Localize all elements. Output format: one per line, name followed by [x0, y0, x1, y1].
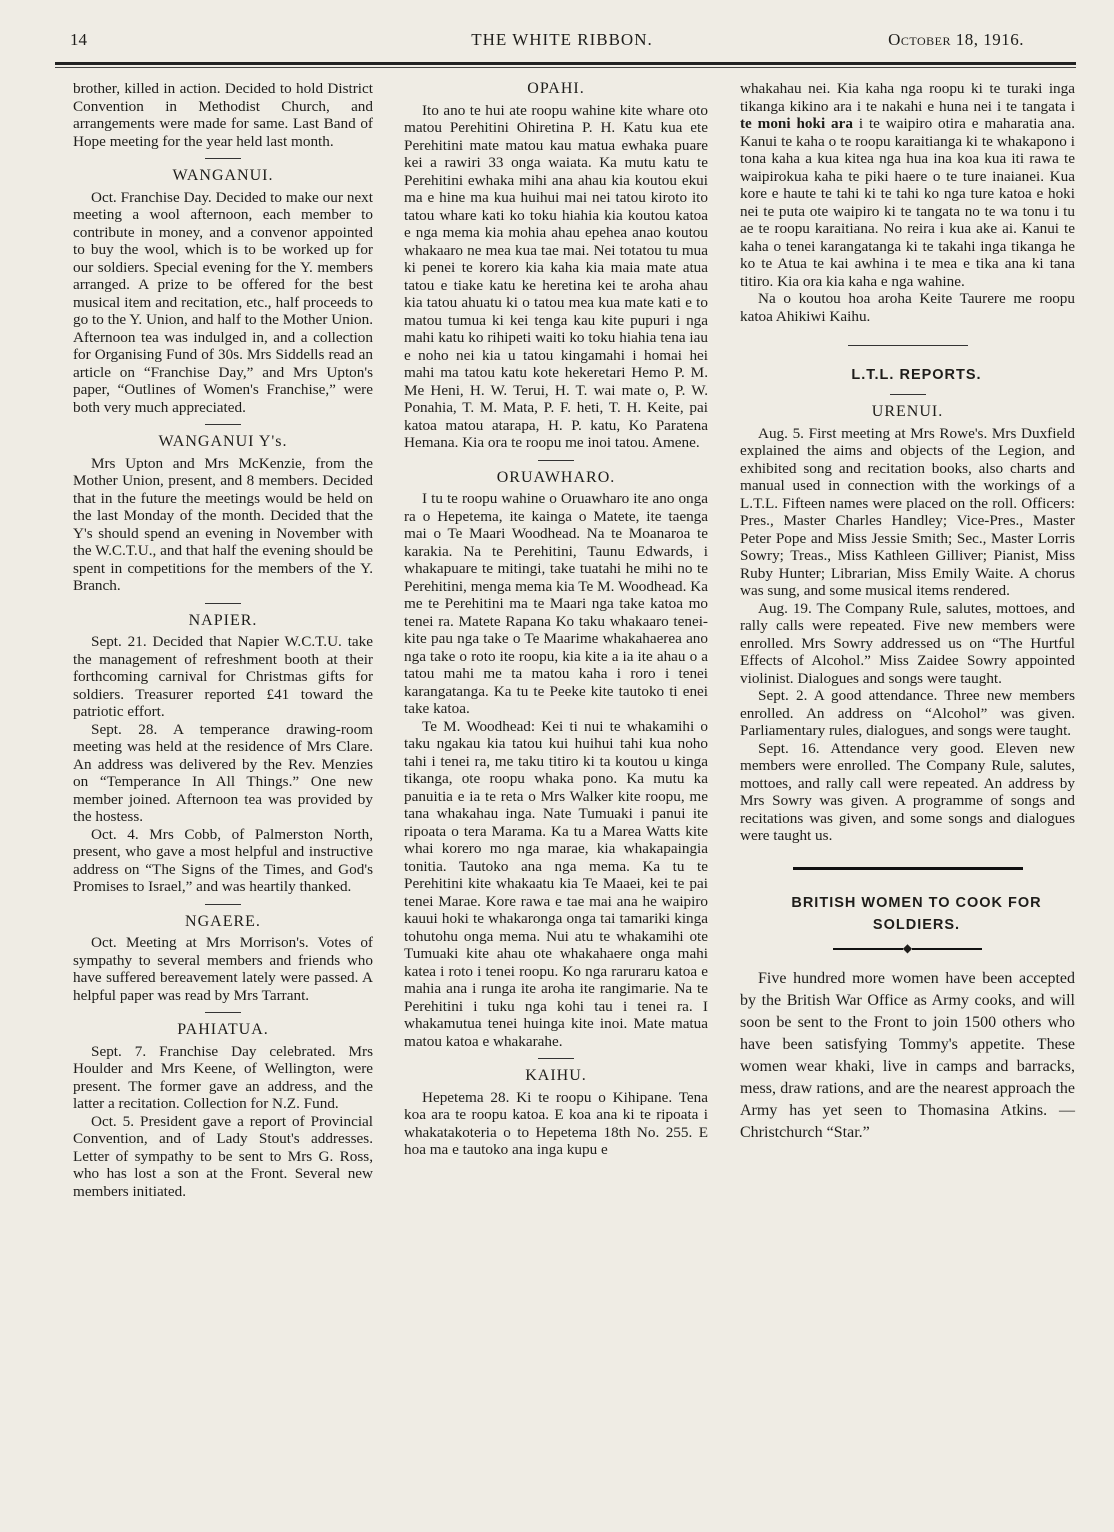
oruawharo-paragraph-1: I tu te roopu wahine o Oruawharo ite ano onga ra o Hepetema, ite kainga o Matete, ite taenga mai o Te Maari Woodhead. Na te Moanaroa te karakia. Na te Perehitini, Taunu Edwards, i whakapuare te mitingi, take tuatahi he mihi no te Perehitini, menga mema kia Te M. Woodhead. Ka me te Perehitini ma te Maari nga take katoa mo tenei ra. Matete Rapana Ko taku whakaaro tenei-kite pau nga take o Te Maarime whakahaerea ano nga take o roto ite roopu, kia kite a ia ite ahau o a tatou mahi me ta matou kaha i roro i tenei karangatanga. Ka tu te Peeke kite tautoko ti enei take katoa. — [404, 490, 708, 717]
urenui-paragraph-3: Sept. 2. A good attendance. Three new members enrolled. An address on “Alcohol” was given. Parliamentary rules, dialogues, and songs were taught. — [740, 687, 1075, 739]
heading-british-women-line1: BRITISH WOMEN TO COOK FOR — [791, 894, 1042, 911]
napier-paragraph-1: Sept. 21. Decided that Napier W.C.T.U. take the management of refreshment booth at their forthcoming carnival for Christmas gifts for soldiers. Treasurer reported £41 toward the patriotic effort. — [73, 633, 373, 720]
kaihu-continued-text-b: i te waipiro otira e maharatia ana. Kanui te kaha o te roopu karaitianga ki te whakapono i tona kaha a kua kitea nga hua ina koa kua iti rawa te waipirokua kaha te piki haere o te ture inaianei. Kua kore e haute te tahi ki te tahi ko nga ture katoa e hoki nei te puta ote waipiro ki te tangata no te wa tonu i tu ae te roopu karaitiana. No reira i kua ake ai. Kanui te kaha o tenei karangatanga ki te takahi inga tikanga he ko te Atua te kai awhina i te mea e tika ana ki tana titiro. Kia ora kia kaha e nga wahine. — [740, 115, 1075, 290]
column-middle — [404, 80, 708, 1159]
column-left — [73, 80, 373, 1200]
divider — [205, 904, 241, 905]
divider — [890, 394, 926, 395]
heading-oruawharo: ORUAWHARO. — [496, 468, 616, 486]
section-rule — [793, 867, 1023, 870]
heading-ltl-reports: L.T.L. REPORTS. — [851, 367, 982, 383]
header-rule — [55, 62, 1076, 65]
divider — [538, 1058, 574, 1059]
column-right — [740, 80, 1075, 1144]
heading-napier: NAPIER. — [188, 611, 258, 629]
opahi-paragraph: Ito ano te hui ate roopu wahine kite whare oto matou Perehitini Ohiretina P. H. Katu kua ete Perehitini mate matou kau matua ewhaka puare kei a rawiri 33 onga waiata. Ka mutu katu te Perehitini ewhaka mihi ana ahau kia koutou ekui ma e hine ma kua huihui mai nei tatou kiroto ito tatou whare kati ko toku hiahia kia koutou katoa e nga mema kia mohia ahau epehea anao koutou whakaaro ne mea kua tae mai. Nei totatou tu mua ki penei te korero kia kaha kia maia mate atua tatou e tiake katu ke heretina kei te aroha ahau kia tatou ahuatu ki o tatou mea kua mate kati e to matou tumua ki kei tenga kau kite pupuri i nga mahi katu ko rihipeti waiti ko toku hiahia tena iau e noho nei kia u tatou kingamahi i homai hei mahi ma tatou katu kote hekeretari Hemo P. M. Me Heni, H. W. Terui, H. T. wai mate o, P. W. Ponahia, T. M. Mata, P. F. heti, T. H. Keite, pai katoa matou atarapa, H. P. katu, Ko Paratena Hemana. Kia ora te roopu me inoi tatou. Amene. — [404, 101, 708, 451]
diamond-ornament: ◆ — [740, 942, 1075, 954]
kaihu-continued — [740, 80, 1075, 290]
napier-paragraph-2: Sept. 28. A temperance drawing-room meeting was held at the residence of Mrs Clare. An address was delivered by the Rev. Menzies on “Temperance In All Things.” One new member joined. Afternoon tea was provided by the hostess. — [73, 720, 373, 825]
ngaere-paragraph: Oct. Meeting at Mrs Morrison's. Votes of sympathy to several members and friends who have suffered bereavement lately were passed. A helpful paper was read by Mrs Tarrant. — [73, 934, 373, 1004]
issue-date: October 18, 1916. — [888, 30, 1024, 49]
heading-wanganui: WANGANUI. — [172, 167, 274, 184]
divider — [205, 1012, 241, 1013]
kaihu-continued-bold: te moni hoki ara — [740, 115, 853, 132]
divider — [205, 424, 241, 425]
kaihu-paragraph: Hepetema 28. Ki te roopu o Kihipane. Tena koa ara te roopu katoa. E koa ana ki te ripoata i whakatakoteria o to Hepetema 18th No. 255. E hoa ma e tautoko ana inga kupu e — [404, 1088, 708, 1158]
pahiatua-paragraph-2: Oct. 5. President gave a report of Provincial Convention, and of Lady Stout's addresses. Letter of sympathy to be sent to Mrs G. Ross, who has lost a son at the Front. Several new members initiated. — [73, 1112, 373, 1200]
page-number: 14 — [70, 30, 87, 49]
divider — [205, 603, 241, 604]
kaihu-signoff: Na o koutou hoa aroha Keite Taurere me roopu katoa Ahikiwi Kaihu. — [740, 290, 1075, 325]
urenui-paragraph-4: Sept. 16. Attendance very good. Eleven new members were enrolled. The Company Rule, salutes, mottoes, and rally call were repeated. An address by Mrs Sowry was given. A programme of songs and recitations was given, and some songs and dialogues were taught us. — [740, 739, 1075, 844]
divider — [538, 460, 574, 461]
page-header — [60, 30, 1064, 54]
divider — [205, 158, 241, 159]
urenui-paragraph-2: Aug. 19. The Company Rule, salutes, mottoes, and rally calls were repeated. Five new members were enrolled. Mrs Sowry addressed us on “The Hurtful Effects of Alcohol.” Miss Zaidee Sowry appointed violinist. Dialogues and songs were taught. — [740, 599, 1075, 687]
heading-pahiatua: PAHIATUA. — [177, 1021, 269, 1038]
heading-opahi: OPAHI. — [527, 80, 585, 97]
publication-title: THE WHITE RIBBON. — [471, 30, 653, 49]
urenui-paragraph-1: Aug. 5. First meeting at Mrs Rowe's. Mrs Duxfield explained the aims and objects of the Legion, and exhibited song and recitation books, also charts and manual used in connection with the workings of a L.T.L. Fifteen names were placed on the roll. Officers: Pres., Master Charles Handley; Vice-Pres., Master Peter Pope and Miss Jessie Smith; Sec., Master Lorris Sowry; Treas., Miss Kathleen Gilliver; Pianist, Miss Ruby Hunter; Librarian, Miss Emily Waite. A chorus was sung, and some musical items rendered. — [740, 424, 1075, 599]
pahiatua-paragraph-1: Sept. 7. Franchise Day celebrated. Mrs Houlder and Mrs Keene, of Wellington, were present. The former gave an address, and the latter a recitation. Collection for N.Z. Fund. — [73, 1042, 373, 1112]
heading-wanganui-ys: WANGANUI Y's. — [158, 433, 288, 450]
heading-kaihu: KAIHU. — [525, 1067, 587, 1084]
header-rule-thin — [55, 67, 1076, 68]
british-women-paragraph: Five hundred more women have been accepted by the British War Office as Army cooks, and will soon be sent to the Front to join 1500 others who have been satisfying Tommy's appetite. These women wear khaki, live in camps and barracks, mess, draw rations, and are the nearest approach the Army has yet seen to Thomasina Atkins. — Christchurch “Star.” — [740, 969, 1075, 1141]
divider — [848, 345, 968, 346]
heading-ngaere: NGAERE. — [185, 912, 261, 930]
oruawharo-paragraph-2: Te M. Woodhead: Kei ti nui te whakamihi o taku ngakau kia tatou kui huihui tahi kua noho tahi i tenei ra, me taku titiro ki ta koutou u kinga tikanga, ote roopu whaka pono. Ka mutu ka panuitia e ia te reta o Mrs Walker kite roopu, me tana whakahau inga. Nate Tumuaki i panui ite ripoata o tera Marama. Ka tu a Marea Watts kite whai korero mo nga marae, kia whakapaingia tonitia. Tautoko ana nga mema. Ka tu te Perehitini kite whakaatu kia Te Maaei, kei te pai tenei Marae. Kore rawa e tae mai ana he waipiro kauui hoki te whakaronga onga tai tamariki kinga tohutohu onga mema. Nui atu te whakamihi ote Tumuaki kite ahau ote whakahaere onga mahi katea i roto i tenei roopu. Ko nga raruraru katoa e mahia ana i runga ite aroha ite rangimarie. Na te Perehitini i tuku nga kohi tau i tenei ra. I whakamutua tenei huinga kite inoi. Mate matua matou katoa e whakarahe. — [404, 717, 708, 1050]
heading-urenui: URENUI. — [871, 403, 944, 420]
wanganui-paragraph: Oct. Franchise Day. Decided to make our next meeting a wool afternoon, each member to contribute in money, and a convenor appointed to buy the wool, which is to be worked up for our soldiers. Special evening for the Y. members arranged. A prize to be offered for the best musical item and recitation, etc., half proceeds to go to the Y. Union, and half to the Mother Union. Afternoon tea was indulged in, and a collection for Organising Fund of 30s. Mrs Siddells read an article on “Franchise Day,” and Mrs Upton's paper, “Outlines of Women's Franchise,” were both very much appreciated. — [73, 188, 373, 416]
kaihu-continued-text-a: whakahau nei. Kia kaha nga roopu ki te turaki inga tikanga kikino ara i te nakahi e huna nei i te tangata i — [740, 80, 1075, 115]
wanganui-ys-paragraph: Mrs Upton and Mrs McKenzie, from the Mother Union, present, and 8 members. Decided that in the future the meetings would be held on the last Monday of the month. Decided that the Y's should spend an evening in November with the W.C.T.U., and that half the evening should be spent in competitions for the members of the Y. Branch. — [73, 454, 373, 594]
intro-paragraph: brother, killed in action. Decided to hold District Convention in Methodist Church, and arrangements were made for same. Last Band of Hope meeting for the year held last month. — [73, 80, 373, 150]
heading-british-women-line2: SOLDIERS. — [872, 916, 961, 933]
napier-paragraph-3: Oct. 4. Mrs Cobb, of Palmerston North, present, who gave a most helpful and instructive address on “The Signs of the Times, and God's Promises to Israel,” and was heartily thanked. — [73, 825, 373, 895]
